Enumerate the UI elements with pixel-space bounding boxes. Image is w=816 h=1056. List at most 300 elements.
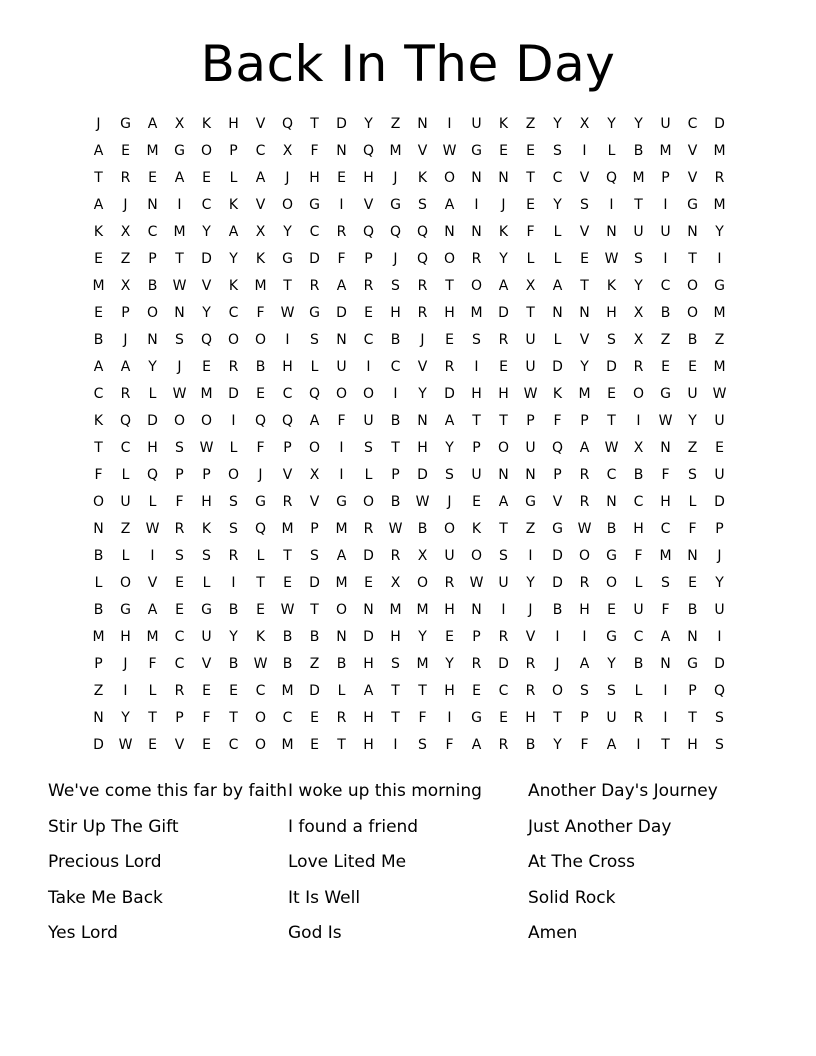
grid-letter[interactable]: I [501, 602, 506, 618]
grid-letter[interactable]: W [415, 494, 430, 510]
grid-letter[interactable]: M [389, 143, 402, 159]
grid-letter[interactable]: Y [526, 575, 535, 591]
grid-letter[interactable]: W [172, 278, 187, 294]
grid-letter[interactable]: V [687, 170, 698, 186]
grid-letter[interactable]: C [552, 170, 563, 186]
grid-letter[interactable]: U [660, 224, 671, 240]
grid-letter[interactable]: S [445, 467, 454, 483]
grid-letter[interactable]: M [632, 170, 645, 186]
grid-letter[interactable]: X [120, 278, 131, 294]
grid-letter[interactable]: N [336, 143, 347, 159]
grid-letter[interactable]: E [472, 494, 481, 510]
grid-letter[interactable]: C [174, 629, 185, 645]
grid-letter[interactable]: J [285, 170, 290, 186]
grid-letter[interactable]: E [364, 305, 373, 321]
grid-letter[interactable]: G [309, 305, 320, 321]
grid-letter[interactable]: S [175, 548, 184, 564]
grid-letter[interactable]: O [362, 386, 375, 402]
grid-letter[interactable]: E [148, 737, 157, 753]
grid-letter[interactable]: E [310, 710, 319, 726]
grid-letter[interactable]: E [499, 710, 508, 726]
grid-letter[interactable]: S [607, 683, 616, 699]
grid-letter[interactable]: R [471, 656, 482, 672]
grid-letter[interactable]: T [472, 413, 481, 429]
grid-letter[interactable]: P [364, 251, 373, 267]
grid-letter[interactable]: R [363, 521, 374, 537]
grid-letter[interactable]: L [607, 143, 616, 159]
grid-letter[interactable]: X [417, 548, 428, 564]
grid-letter[interactable]: W [280, 305, 295, 321]
grid-letter[interactable]: E [526, 143, 535, 159]
grid-letter[interactable]: H [525, 710, 536, 726]
grid-letter[interactable]: R [444, 575, 455, 591]
grid-letter[interactable]: Q [308, 386, 321, 402]
grid-letter[interactable]: V [579, 224, 590, 240]
grid-letter[interactable]: F [337, 413, 346, 429]
grid-letter[interactable]: Z [687, 440, 698, 456]
grid-letter[interactable]: E [715, 440, 724, 456]
grid-letter[interactable]: I [123, 683, 128, 699]
grid-letter[interactable]: Q [254, 521, 267, 537]
grid-letter[interactable]: P [391, 467, 400, 483]
grid-letter[interactable]: B [147, 278, 158, 294]
grid-letter[interactable]: N [498, 170, 509, 186]
grid-letter[interactable]: G [336, 494, 347, 510]
grid-letter[interactable]: E [202, 170, 211, 186]
grid-letter[interactable]: I [636, 737, 641, 753]
grid-letter[interactable]: J [447, 494, 452, 510]
grid-letter[interactable]: H [579, 602, 590, 618]
grid-letter[interactable]: R [579, 467, 590, 483]
grid-letter[interactable]: K [201, 116, 212, 132]
grid-letter[interactable]: U [660, 116, 671, 132]
grid-letter[interactable]: P [175, 710, 184, 726]
grid-letter[interactable]: Q [416, 251, 429, 267]
grid-letter[interactable]: F [634, 548, 643, 564]
grid-letter[interactable]: N [498, 467, 509, 483]
grid-letter[interactable]: L [526, 251, 535, 267]
grid-letter[interactable]: O [119, 575, 132, 591]
grid-letter[interactable]: U [714, 467, 725, 483]
grid-letter[interactable]: G [552, 521, 563, 537]
grid-letter[interactable]: I [717, 251, 722, 267]
grid-letter[interactable]: N [606, 224, 617, 240]
grid-letter[interactable]: H [444, 305, 455, 321]
grid-letter[interactable]: B [687, 602, 698, 618]
grid-letter[interactable]: B [525, 737, 536, 753]
grid-letter[interactable]: T [391, 710, 400, 726]
grid-letter[interactable]: N [336, 332, 347, 348]
grid-letter[interactable]: O [632, 386, 645, 402]
grid-letter[interactable]: A [147, 602, 158, 618]
grid-letter[interactable]: O [497, 440, 510, 456]
grid-letter[interactable]: C [363, 332, 374, 348]
grid-letter[interactable]: H [120, 629, 131, 645]
grid-letter[interactable]: R [282, 494, 293, 510]
grid-letter[interactable]: Z [390, 116, 401, 132]
grid-letter[interactable]: T [580, 278, 589, 294]
grid-letter[interactable]: D [714, 116, 725, 132]
grid-letter[interactable]: B [390, 413, 401, 429]
grid-letter[interactable]: Q [254, 413, 267, 429]
grid-letter[interactable]: B [93, 548, 104, 564]
grid-letter[interactable]: L [310, 359, 319, 375]
grid-letter[interactable]: U [498, 575, 509, 591]
grid-letter[interactable]: V [579, 332, 590, 348]
grid-letter[interactable]: W [469, 575, 484, 591]
grid-letter[interactable]: F [256, 305, 265, 321]
grid-letter[interactable]: O [335, 386, 348, 402]
grid-letter[interactable]: E [364, 575, 373, 591]
grid-letter[interactable]: N [444, 224, 455, 240]
grid-letter[interactable]: C [660, 278, 671, 294]
grid-letter[interactable]: F [94, 467, 103, 483]
grid-letter[interactable]: G [471, 143, 482, 159]
grid-letter[interactable]: R [444, 359, 455, 375]
grid-letter[interactable]: P [526, 413, 535, 429]
grid-letter[interactable]: N [660, 656, 671, 672]
grid-letter[interactable]: M [416, 656, 429, 672]
grid-letter[interactable]: B [282, 656, 293, 672]
grid-letter[interactable]: C [687, 116, 698, 132]
grid-letter[interactable]: E [202, 683, 211, 699]
grid-letter[interactable]: X [525, 278, 536, 294]
grid-letter[interactable]: D [498, 656, 509, 672]
grid-letter[interactable]: E [445, 629, 454, 645]
grid-letter[interactable]: B [687, 332, 698, 348]
grid-letter[interactable]: V [201, 278, 212, 294]
grid-letter[interactable]: P [472, 440, 481, 456]
grid-letter[interactable]: P [121, 305, 130, 321]
grid-letter[interactable]: V [525, 629, 536, 645]
grid-letter[interactable]: T [499, 521, 508, 537]
grid-letter[interactable]: G [606, 629, 617, 645]
grid-letter[interactable]: Z [525, 521, 536, 537]
grid-letter[interactable]: G [687, 656, 698, 672]
grid-letter[interactable]: I [447, 710, 452, 726]
grid-letter[interactable]: Y [553, 197, 562, 213]
grid-letter[interactable]: A [498, 278, 509, 294]
grid-letter[interactable]: A [498, 494, 509, 510]
grid-letter[interactable]: D [606, 359, 617, 375]
grid-letter[interactable]: K [93, 224, 104, 240]
grid-letter[interactable]: K [255, 251, 266, 267]
grid-letter[interactable]: E [688, 359, 697, 375]
grid-letter[interactable]: Y [499, 251, 508, 267]
grid-letter[interactable]: T [526, 170, 535, 186]
grid-letter[interactable]: T [526, 305, 535, 321]
grid-letter[interactable]: A [255, 170, 266, 186]
grid-letter[interactable]: A [606, 737, 617, 753]
grid-letter[interactable]: Z [93, 683, 104, 699]
grid-letter[interactable]: G [606, 548, 617, 564]
grid-letter[interactable]: Q [389, 224, 402, 240]
grid-letter[interactable]: V [579, 170, 590, 186]
grid-letter[interactable]: H [201, 494, 212, 510]
grid-letter[interactable]: V [255, 197, 266, 213]
grid-letter[interactable]: W [604, 440, 619, 456]
grid-letter[interactable]: A [444, 197, 455, 213]
grid-letter[interactable]: L [364, 467, 373, 483]
grid-letter[interactable]: B [660, 305, 671, 321]
grid-letter[interactable]: E [121, 143, 130, 159]
grid-letter[interactable]: T [337, 737, 346, 753]
grid-letter[interactable]: E [472, 683, 481, 699]
grid-letter[interactable]: E [445, 332, 454, 348]
grid-letter[interactable]: F [661, 602, 670, 618]
grid-letter[interactable]: F [337, 251, 346, 267]
grid-letter[interactable]: I [231, 575, 236, 591]
grid-letter[interactable]: Q [281, 413, 294, 429]
grid-letter[interactable]: O [308, 440, 321, 456]
grid-letter[interactable]: B [390, 332, 401, 348]
grid-letter[interactable]: A [660, 629, 671, 645]
grid-letter[interactable]: H [417, 440, 428, 456]
grid-letter[interactable]: J [717, 548, 722, 564]
grid-letter[interactable]: X [309, 467, 320, 483]
grid-letter[interactable]: U [714, 602, 725, 618]
grid-letter[interactable]: X [255, 224, 266, 240]
grid-letter[interactable]: T [553, 710, 562, 726]
grid-letter[interactable]: N [687, 629, 698, 645]
grid-letter[interactable]: Y [148, 359, 157, 375]
grid-letter[interactable]: U [714, 413, 725, 429]
grid-letter[interactable]: P [202, 467, 211, 483]
grid-letter[interactable]: M [335, 575, 348, 591]
grid-letter[interactable]: R [633, 710, 644, 726]
grid-letter[interactable]: O [254, 737, 267, 753]
grid-letter[interactable]: V [282, 467, 293, 483]
grid-letter[interactable]: D [714, 494, 725, 510]
grid-letter[interactable]: S [418, 737, 427, 753]
grid-letter[interactable]: W [388, 521, 403, 537]
grid-letter[interactable]: C [228, 737, 239, 753]
grid-letter[interactable]: H [390, 305, 401, 321]
grid-letter[interactable]: D [93, 737, 104, 753]
grid-letter[interactable]: M [173, 224, 186, 240]
grid-letter[interactable]: V [309, 494, 320, 510]
grid-letter[interactable]: Y [553, 737, 562, 753]
grid-letter[interactable]: F [553, 413, 562, 429]
grid-letter[interactable]: D [363, 629, 374, 645]
grid-letter[interactable]: W [172, 386, 187, 402]
grid-letter[interactable]: I [663, 251, 668, 267]
grid-letter[interactable]: Y [418, 629, 427, 645]
grid-letter[interactable]: T [256, 575, 265, 591]
grid-letter[interactable]: H [471, 386, 482, 402]
grid-letter[interactable]: R [228, 548, 239, 564]
grid-letter[interactable]: O [443, 170, 456, 186]
grid-letter[interactable]: M [713, 197, 726, 213]
grid-letter[interactable]: N [417, 413, 428, 429]
grid-letter[interactable]: Y [283, 224, 292, 240]
grid-letter[interactable]: D [417, 467, 428, 483]
grid-letter[interactable]: J [123, 197, 128, 213]
grid-letter[interactable]: V [417, 359, 428, 375]
grid-letter[interactable]: H [444, 683, 455, 699]
grid-letter[interactable]: M [254, 278, 267, 294]
grid-letter[interactable]: L [337, 683, 346, 699]
grid-letter[interactable]: O [362, 494, 375, 510]
grid-letter[interactable]: T [418, 683, 427, 699]
grid-letter[interactable]: T [148, 710, 157, 726]
grid-letter[interactable]: C [633, 494, 644, 510]
grid-letter[interactable]: U [336, 359, 347, 375]
grid-letter[interactable]: T [634, 197, 643, 213]
grid-letter[interactable]: M [713, 305, 726, 321]
grid-letter[interactable]: M [281, 683, 294, 699]
grid-letter[interactable]: E [256, 386, 265, 402]
grid-letter[interactable]: C [660, 521, 671, 537]
grid-letter[interactable]: P [175, 467, 184, 483]
grid-letter[interactable]: K [552, 386, 563, 402]
grid-letter[interactable]: C [174, 656, 185, 672]
grid-letter[interactable]: E [688, 575, 697, 591]
grid-letter[interactable]: B [606, 521, 617, 537]
grid-letter[interactable]: H [363, 656, 374, 672]
grid-letter[interactable]: S [472, 332, 481, 348]
grid-letter[interactable]: T [661, 737, 670, 753]
grid-letter[interactable]: S [418, 197, 427, 213]
grid-letter[interactable]: T [391, 683, 400, 699]
grid-letter[interactable]: W [118, 737, 133, 753]
grid-letter[interactable]: S [634, 251, 643, 267]
grid-letter[interactable]: R [390, 548, 401, 564]
grid-letter[interactable]: M [713, 143, 726, 159]
grid-letter[interactable]: B [633, 143, 644, 159]
grid-letter[interactable]: T [283, 548, 292, 564]
grid-letter[interactable]: V [201, 656, 212, 672]
grid-letter[interactable]: H [498, 386, 509, 402]
grid-letter[interactable]: V [552, 494, 563, 510]
grid-letter[interactable]: S [580, 197, 589, 213]
grid-letter[interactable]: G [687, 197, 698, 213]
grid-letter[interactable]: A [93, 143, 104, 159]
grid-letter[interactable]: N [336, 629, 347, 645]
grid-letter[interactable]: K [471, 521, 482, 537]
grid-letter[interactable]: I [393, 386, 398, 402]
grid-letter[interactable]: Q [362, 143, 375, 159]
grid-letter[interactable]: R [498, 737, 509, 753]
grid-letter[interactable]: H [147, 440, 158, 456]
grid-letter[interactable]: I [447, 116, 452, 132]
grid-letter[interactable]: R [336, 224, 347, 240]
grid-letter[interactable]: R [714, 170, 725, 186]
grid-letter[interactable]: A [93, 359, 104, 375]
grid-letter[interactable]: M [146, 629, 159, 645]
grid-letter[interactable]: U [525, 359, 536, 375]
grid-letter[interactable]: B [93, 602, 104, 618]
grid-letter[interactable]: U [633, 224, 644, 240]
grid-letter[interactable]: N [363, 602, 374, 618]
grid-letter[interactable]: F [445, 737, 454, 753]
grid-letter[interactable]: V [174, 737, 185, 753]
grid-letter[interactable]: P [580, 413, 589, 429]
grid-letter[interactable]: A [93, 197, 104, 213]
grid-letter[interactable]: O [443, 251, 456, 267]
grid-letter[interactable]: G [390, 197, 401, 213]
grid-letter[interactable]: M [416, 602, 429, 618]
grid-letter[interactable]: M [200, 386, 213, 402]
grid-letter[interactable]: B [228, 656, 239, 672]
grid-letter[interactable]: C [93, 386, 104, 402]
grid-letter[interactable]: O [200, 413, 213, 429]
grid-letter[interactable]: A [444, 413, 455, 429]
grid-letter[interactable]: S [580, 683, 589, 699]
grid-letter[interactable]: R [525, 683, 536, 699]
grid-letter[interactable]: V [363, 197, 374, 213]
grid-letter[interactable]: L [148, 683, 157, 699]
grid-letter[interactable]: F [688, 521, 697, 537]
grid-letter[interactable]: B [309, 629, 320, 645]
grid-letter[interactable]: H [228, 116, 239, 132]
grid-letter[interactable]: F [418, 710, 427, 726]
grid-letter[interactable]: S [391, 656, 400, 672]
grid-letter[interactable]: R [471, 251, 482, 267]
grid-letter[interactable]: Q [713, 683, 726, 699]
grid-letter[interactable]: L [634, 575, 643, 591]
grid-letter[interactable]: V [255, 116, 266, 132]
grid-letter[interactable]: B [228, 602, 239, 618]
grid-letter[interactable]: R [228, 359, 239, 375]
grid-letter[interactable]: O [254, 710, 267, 726]
grid-letter[interactable]: W [253, 656, 268, 672]
grid-letter[interactable]: W [442, 143, 457, 159]
grid-letter[interactable]: G [120, 116, 131, 132]
grid-letter[interactable]: S [229, 521, 238, 537]
grid-letter[interactable]: K [606, 278, 617, 294]
grid-letter[interactable]: S [175, 332, 184, 348]
grid-letter[interactable]: Y [202, 224, 211, 240]
grid-letter[interactable]: N [93, 710, 104, 726]
grid-letter[interactable]: L [94, 575, 103, 591]
grid-letter[interactable]: Y [445, 656, 454, 672]
grid-letter[interactable]: A [579, 440, 590, 456]
grid-letter[interactable]: X [120, 224, 131, 240]
grid-letter[interactable]: R [633, 359, 644, 375]
grid-letter[interactable]: S [715, 737, 724, 753]
grid-letter[interactable]: Y [607, 656, 616, 672]
grid-letter[interactable]: T [607, 413, 616, 429]
grid-letter[interactable]: F [175, 494, 184, 510]
grid-letter[interactable]: T [688, 710, 697, 726]
grid-letter[interactable]: J [258, 467, 263, 483]
grid-letter[interactable]: D [498, 305, 509, 321]
grid-letter[interactable]: C [201, 197, 212, 213]
grid-letter[interactable]: N [147, 197, 158, 213]
grid-letter[interactable]: B [633, 467, 644, 483]
grid-letter[interactable]: R [309, 278, 320, 294]
grid-letter[interactable]: P [283, 440, 292, 456]
grid-letter[interactable]: C [633, 629, 644, 645]
grid-letter[interactable]: K [498, 224, 509, 240]
grid-letter[interactable]: W [145, 521, 160, 537]
grid-letter[interactable]: Y [715, 575, 724, 591]
grid-letter[interactable]: A [471, 737, 482, 753]
grid-letter[interactable]: Y [364, 116, 373, 132]
grid-letter[interactable]: S [499, 548, 508, 564]
grid-letter[interactable]: W [658, 413, 673, 429]
grid-letter[interactable]: X [282, 143, 293, 159]
grid-letter[interactable]: D [309, 683, 320, 699]
grid-letter[interactable]: R [174, 521, 185, 537]
grid-letter[interactable]: R [363, 278, 374, 294]
grid-letter[interactable]: E [661, 359, 670, 375]
grid-letter[interactable]: C [228, 305, 239, 321]
grid-letter[interactable]: T [175, 251, 184, 267]
grid-letter[interactable]: V [147, 575, 158, 591]
grid-letter[interactable]: X [633, 305, 644, 321]
